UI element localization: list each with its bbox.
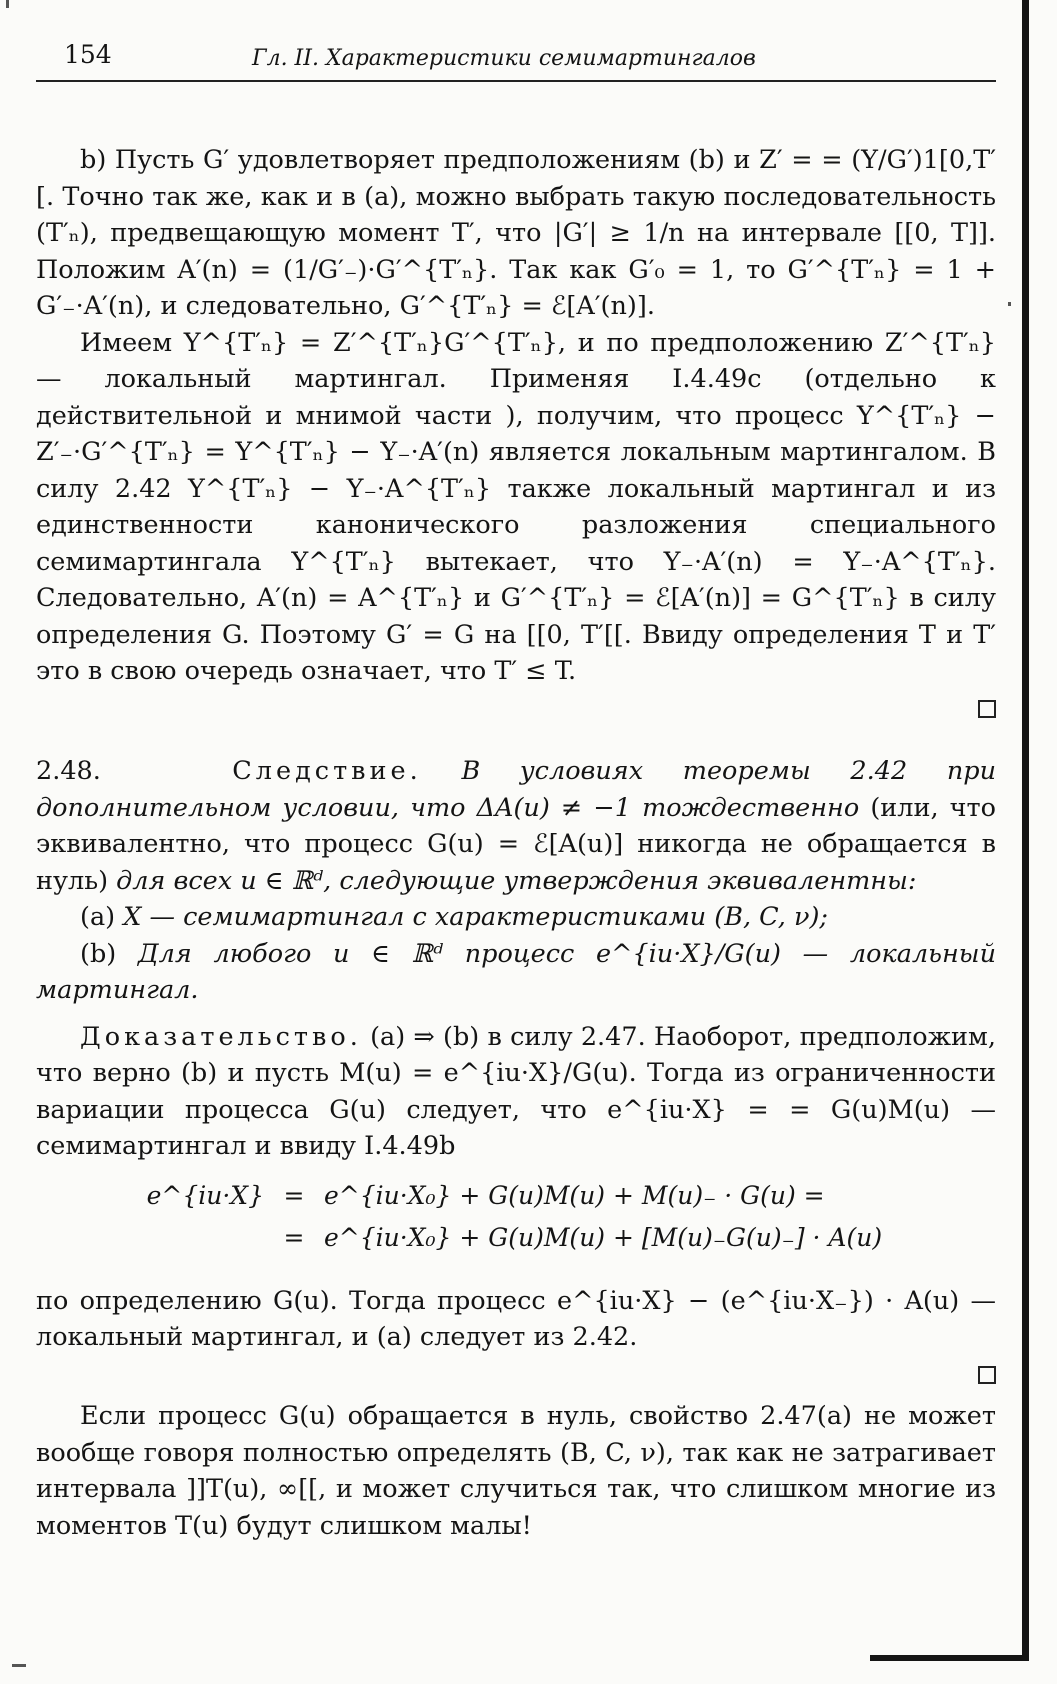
corollary-number: 2.48. (36, 756, 101, 786)
proof-paragraph-b-continued (36, 325, 996, 727)
proof-2-text: (a) ⇒ (b) в силу 2.47. Наоборот, предположим, что верно (b) и пусть M(u) = e^{iu·X}/G(u). Тогда из ограниченности вариации процесса G(u) следует, что e^{iu·X} = = G(u)M(u) — семимартингал и ввиду I.4.49b (36, 1021, 996, 1161)
scan-speck (6, 0, 9, 8)
display-equation (36, 1175, 996, 1259)
qed-box-icon (36, 690, 996, 727)
equation-lhs: e^{iu·X} (146, 1180, 264, 1210)
equation-line-1 (36, 1175, 996, 1217)
corollary-tail: для всех u ∈ ℝᵈ, следующие утверждения эквивалентны: (116, 865, 917, 896)
item-a-label: (a) (80, 902, 124, 932)
header-rule (36, 80, 996, 82)
corollary-item-a (36, 899, 996, 936)
proof-2-after: по определению G(u). Тогда процесс e^{iu·X} − (e^{iu·X₋}) · A(u) — локальный мартингал, и (a) следует из 2.42. (36, 1285, 996, 1352)
equation-line-2 (36, 1217, 996, 1259)
page-number: 154 (64, 40, 112, 69)
equation-relation-1: = (283, 1180, 305, 1210)
proof-paragraph-b: b) Пусть G′ удовлетворяет предположениям (b) и Z′ = = (Y/G′)1[0,T′[. Точно так же, как и в (a), можно выбрать такую последовательность (T′ₙ), предвещающую момент T′, что |G′| ≥ 1/n на интервале [[0, T]]. Положим A′(n) = (1/G′₋)·G′^{T′ₙ}. Так как G′₀ = 1, то G′^{T′ₙ} = 1 + G′₋·A′(n), и следовательно, G′^{T′ₙ} = ℰ[A′(n)]. (36, 145, 996, 321)
qed-box-icon-2 (36, 1356, 996, 1393)
proof-heading: Доказательство. (80, 1021, 362, 1052)
scan-frame-bottom-edge (870, 1655, 1029, 1661)
corollary-middle: (или, что эквивалентно, что процесс G(u) = ℰ[A(u)] никогда не обращается в нуль) (36, 792, 996, 896)
proof-2-conclusion (36, 1283, 996, 1393)
proof-paragraph-b2-text: Имеем Y^{T′ₙ} = Z′^{T′ₙ}G′^{T′ₙ}, и по предположению Z′^{T′ₙ} — локальный мартингал. Применяя I.4.49c (отдельно к действительной и мнимой части ), получим, что процесс Y^{T′ₙ} − Z′₋·G′^{T′ₙ} = Y^{T′ₙ} − Y₋·A′(n) является локальным мартингалом. В силу 2.42 Y^{T′ₙ} − Y₋·A^{T′ₙ} также локальный мартингал и из единственности канонического разложения специального семимартингала Y^{T′ₙ} вытекает, что Y₋·A′(n) = Y₋·A^{T′ₙ}. Следовательно, A′(n) = A^{T′ₙ} и G′^{T′ₙ} = ℰ[A′(n)] = G^{T′ₙ} в силу определения G. Поэтому G′ = G на [[0, T′[[. Ввиду определения T и T′ это в свою очередь означает, что T′ ≤ T. (36, 327, 996, 686)
item-b-text: Для любого u ∈ ℝᵈ процесс e^{iu·X}/G(u) — локальный мартингал. (36, 938, 996, 1005)
scan-frame-right-edge (1022, 0, 1029, 1660)
item-a-text: X — семимартингал с характеристиками (B, C, ν); (123, 902, 829, 932)
page-body (36, 142, 996, 1544)
remark-paragraph: Если процесс G(u) обращается в нуль, свойство 2.47(a) не может вообще говоря полностью определять (B, C, ν), так как не затрагивает интервала ]]T(u), ∞[[, и может случиться так, что слишком многие из моментов T(u) будут слишком малы! (36, 1401, 996, 1541)
equation-rhs-1: e^{iu·X₀} + G(u)M(u) + M(u)₋ · G(u) = (324, 1180, 825, 1210)
equation-relation-2: = (283, 1222, 305, 1252)
corollary-lead: В условиях теоремы 2.42 при дополнительном условии, что ΔA(u) ≠ −1 тождественно (36, 756, 997, 823)
corollary-statement (36, 753, 996, 899)
equation-rhs-2: e^{iu·X₀} + G(u)M(u) + [M(u)₋G(u)₋] · A(u) (324, 1222, 883, 1252)
item-b-label: (b) (80, 938, 138, 969)
scan-speck (12, 1664, 26, 1667)
scan-speck (1008, 302, 1011, 306)
running-title: Гл. II. Характеристики семимартингалов (252, 46, 756, 71)
proof-2 (36, 1019, 996, 1165)
corollary-heading: Следствие. (232, 756, 422, 786)
corollary-item-b (36, 936, 996, 1009)
